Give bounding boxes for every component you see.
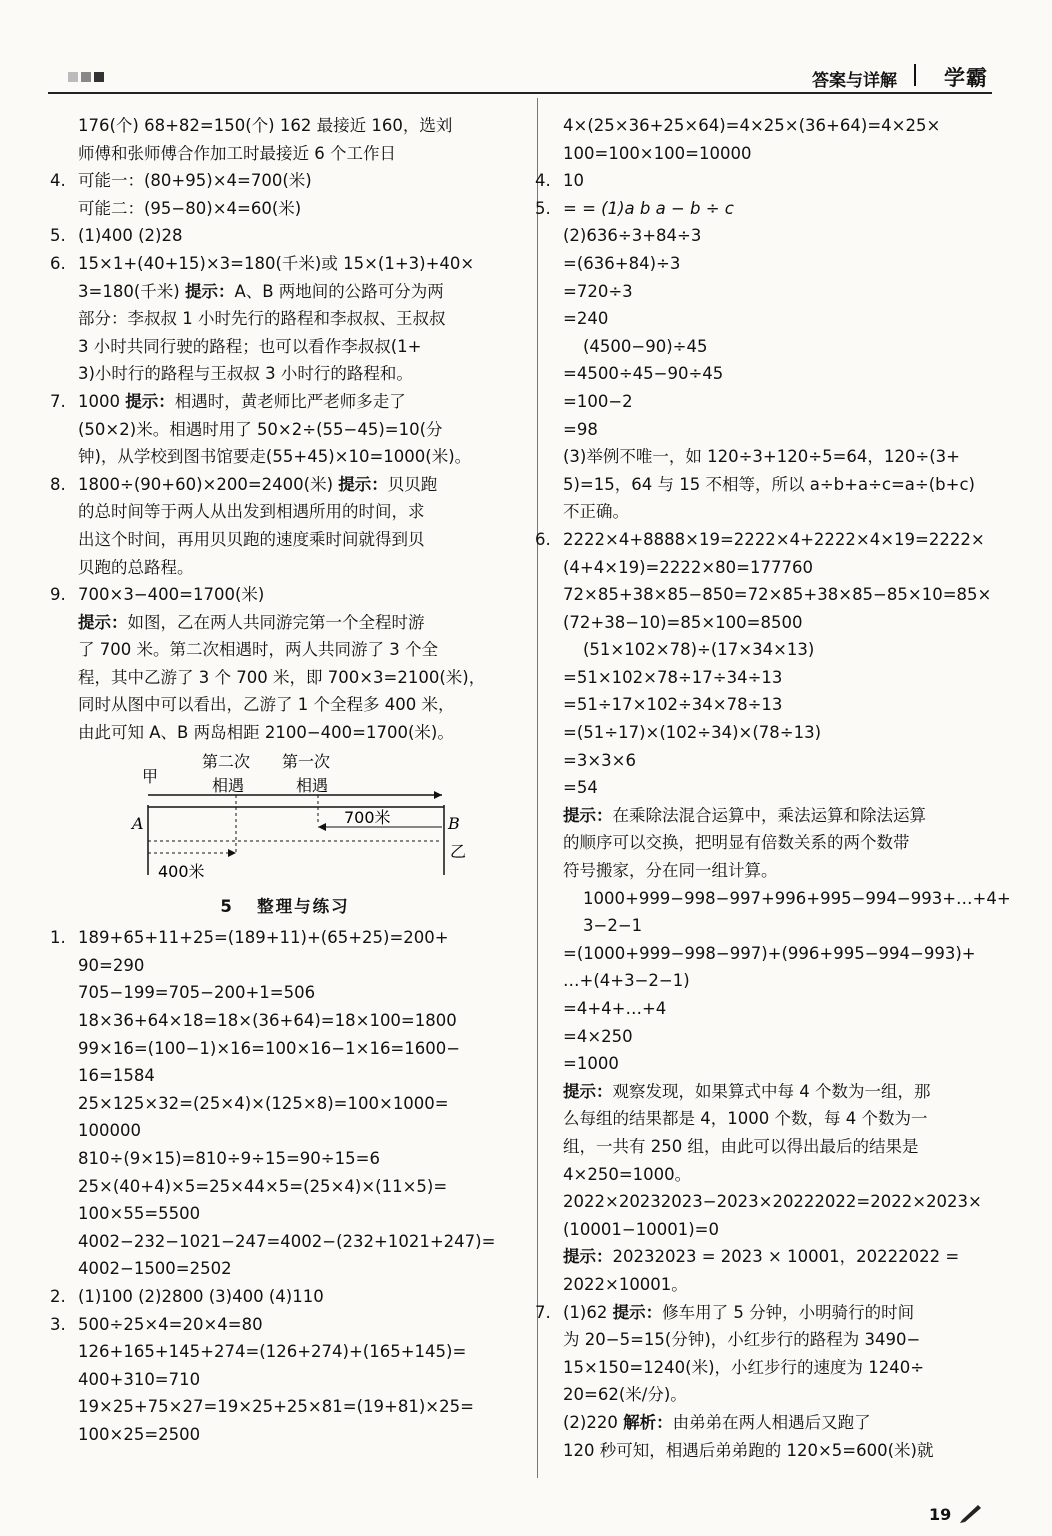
text-line: =(51÷17)×(102÷34)×(78÷13) (563, 723, 822, 743)
item-number: 3. (50, 1314, 66, 1334)
text-line: =1000 (563, 1054, 619, 1074)
text-line: 3−2−1 (583, 916, 643, 936)
text: 15×1+(40+15)×3=180(千米)或 15×(1+3)+40× (78, 253, 475, 273)
text-line: 符号搬家，分在同一组计算。 (563, 861, 778, 881)
square-mid (81, 72, 91, 82)
label-b: B (448, 813, 460, 833)
text-line: =4×250 (563, 1026, 633, 1046)
item-number: 9. (50, 585, 66, 605)
text-line (563, 802, 995, 830)
right-column (535, 112, 1011, 1464)
text-line: 不正确。 (563, 502, 629, 522)
text-line: =(1000+999−998−997)+(996+995−994−993)+ (563, 943, 976, 963)
text-line: 16=1584 (78, 1066, 155, 1086)
meeting-diagram (50, 747, 520, 887)
text-line: 贝跑的总路程。 (78, 557, 194, 577)
text: (1)100 (2)2800 (3)400 (4)110 (78, 1286, 324, 1306)
text-line (50, 278, 520, 306)
header-squares (68, 72, 104, 82)
tip-label: 提示： (184, 281, 235, 301)
section-heading (50, 893, 520, 921)
left-column (50, 112, 520, 1449)
label-first: 第一次 (282, 751, 331, 771)
text-line: 的总时间等于两人从出发到相遇所用的时间，求 (78, 502, 425, 522)
text-line: =720÷3 (563, 281, 633, 301)
text-line: 25×(40+4)×5=25×44×5=(25×4)×(11×5)= (78, 1176, 448, 1196)
text: 3=180(千米) (78, 281, 185, 301)
label-400: 400米 (158, 861, 205, 881)
text-line: 可能二：(95−80)×4=60(米) (78, 198, 302, 218)
text-line: 1000+999−998−997+996+995−994−993+…+4+ (583, 888, 1011, 908)
item-number: 6. (535, 529, 551, 549)
header-rule (48, 92, 992, 94)
section-title: 整理与练习 (257, 896, 350, 916)
text-line: 4002−1500=2502 (78, 1259, 232, 1279)
tip-label: 解析： (623, 1412, 673, 1432)
text-line: …+(4+3−2−1) (563, 971, 690, 991)
text-line: 钟)，从学校到图书馆要走(55+45)×10=1000(米)。 (78, 447, 472, 467)
text-line: 72×85+38×85−850=72×85+38×85−85×10=85× (563, 585, 992, 605)
text-line: 么每组的结果都是 4，1000 个数，每 4 个数为一 (563, 1109, 928, 1129)
item-number: 5. (50, 226, 66, 246)
tip-label: 提示： (78, 612, 128, 632)
answer-r4 (535, 167, 995, 195)
page-number: 19 (929, 1505, 952, 1524)
text-line: (50×2)米。相遇时用了 50×2÷(55−45)=10(分 (78, 419, 443, 439)
label-meet-second: 相遇 (212, 775, 245, 795)
answer-5 (50, 222, 520, 250)
arrow-right-icon (434, 791, 442, 799)
text-line: =3×3×6 (563, 750, 636, 770)
text-line: 400+310=710 (78, 1369, 201, 1389)
item-number: 7. (50, 391, 66, 411)
text: 500÷25×4=20×4=80 (78, 1314, 263, 1334)
text-line: 120 秒可知，相遇后弟弟跑的 120×5=600(米)就 (563, 1440, 934, 1460)
text-line: =4+4+…+4 (563, 999, 667, 1018)
text: 1800÷(90+60)×200=2400(米) (78, 474, 339, 494)
label-a: A (132, 813, 144, 833)
text-line: 100=100×100=10000 (563, 143, 752, 163)
text: 在乘除法混合运算中，乘法运算和除法运算 (612, 805, 926, 825)
text: 189+65+11+25=(189+11)+(65+25)=200+ (78, 928, 449, 948)
tip-label: 提示： (563, 805, 613, 825)
text-line: 19×25+75×27=19×25+25×81=(19+81)×25= (78, 1397, 474, 1417)
square-light (68, 72, 78, 82)
text: (1)62 (563, 1302, 613, 1322)
label-jia: 甲 (142, 766, 159, 786)
text-line: 90=290 (78, 955, 145, 975)
column-divider (537, 98, 538, 1478)
text-line: (4+4×19)=2222×80=177760 (563, 557, 813, 577)
text: (1)400 (2)28 (78, 226, 183, 246)
answer-6 (50, 250, 520, 278)
text-line (563, 1409, 995, 1437)
text: 相遇时，黄老师比严老师多走了 (174, 391, 406, 411)
text-line: (3)举例不唯一，如 120÷3+120÷5=64，120÷(3+ (563, 447, 960, 467)
answer-8 (50, 471, 520, 499)
text-line: 3 小时共同行驶的路程；也可以看作李叔叔(1+ (78, 336, 422, 356)
text-line: =51÷17×102÷34×78÷13 (563, 695, 783, 715)
text-line (563, 1243, 995, 1271)
text-line: 20=62(米/分)。 (563, 1385, 687, 1405)
item-number: 4. (50, 171, 66, 191)
text: 1000 (78, 391, 126, 411)
text-line: 18×36+64×18=18×(36+64)=18×100=1800 (78, 1011, 457, 1031)
text-line: 由此可知 A、B 两岛相距 2100−400=1700(米)。 (78, 723, 454, 743)
text-line: (4500−90)÷45 (583, 336, 708, 356)
text-line: 出这个时间，再用贝贝跑的速度乘时间就得到贝 (78, 529, 425, 549)
text-line: 4×(25×36+25×64)=4×25×(36+64)=4×25× (563, 116, 941, 135)
text-line: 师傅和张师傅合作加工时最接近 6 个工作日 (78, 143, 396, 163)
text-line: 4×250=1000。 (563, 1164, 692, 1184)
text: 10 (563, 171, 584, 191)
pen-icon (958, 1502, 984, 1524)
text: 可能一：(80+95)×4=700(米) (78, 171, 312, 191)
text: 2222×4+8888×19=2222×4+2222×4×19=2222× (563, 529, 985, 549)
text-line: 程，其中乙游了 3 个 700 米，即 700×3=2100(米)， (78, 667, 486, 687)
text-line: (51×102×78)÷(17×34×13) (583, 640, 815, 660)
item-number: 7. (535, 1302, 551, 1322)
text: A、B 两地间的公路可分为两 (234, 281, 444, 301)
text-line: 为 20−5=15(分钟)，小红步行的路程为 3490− (563, 1330, 921, 1350)
text-line: 100×55=5500 (78, 1204, 201, 1224)
answer-7 (50, 388, 520, 416)
text-line: 100×25=2500 (78, 1424, 201, 1444)
text-line: 2022×20232023−2023×20222022=2022×2023× (563, 1192, 982, 1212)
text-line: 810÷(9×15)=810÷9÷15=90÷15=6 (78, 1149, 380, 1168)
text-line: 15×150=1240(米)，小红步行的速度为 1240÷ (563, 1357, 925, 1377)
text-line: 100000 (78, 1121, 141, 1141)
text-line: 176(个) 68+82=150(个) 162 最接近 160，选刘 (78, 116, 453, 135)
label-yi: 乙 (450, 841, 467, 861)
text-line: =100−2 (563, 391, 633, 411)
brand-logo: 学霸 (944, 66, 988, 90)
text-line: (2)636÷3+84÷3 (563, 226, 702, 246)
text: 20232023 = 2023 × 10001，20222022 = (612, 1247, 960, 1267)
text: (2)220 (563, 1412, 624, 1432)
item-number: 8. (50, 474, 66, 494)
text-line: 的顺序可以交换，把明显有倍数关系的两个数带 (563, 833, 910, 853)
text: 修车用了 5 分钟，小明骑行的时间 (662, 1302, 915, 1322)
tip-label: 提示： (563, 1247, 613, 1267)
text: 贝贝跑 (387, 474, 438, 494)
arrow-left-icon (318, 823, 326, 831)
square-dark (94, 72, 104, 82)
item-number: 6. (50, 253, 66, 273)
page-header (48, 62, 992, 94)
exercise-2 (50, 1283, 520, 1311)
text-line: 3)小时行的路程与王叔叔 3 小时行的路程和。 (78, 364, 413, 384)
tip-label: 提示： (563, 1081, 613, 1101)
label-second: 第二次 (202, 751, 251, 771)
text-line: =51×102×78÷17÷34÷13 (563, 667, 783, 687)
text: 由弟弟在两人相遇后又跑了 (672, 1412, 871, 1432)
text-line: 同时从图中可以看出，乙游了 1 个全程多 400 米， (78, 695, 455, 715)
text: 700×3−400=1700(米) (78, 585, 265, 605)
text: = = (1)a b a − b ÷ c (563, 198, 734, 218)
answer-4 (50, 167, 520, 195)
section-number: 5 (220, 896, 234, 916)
text-line: 4002−232−1021−247=4002−(232+1021+247)= (78, 1231, 496, 1251)
text-line: 705−199=705−200+1=506 (78, 983, 316, 1003)
text-line: 25×125×32=(25×4)×(125×8)=100×1000= (78, 1093, 449, 1113)
text-line: 组，一共有 250 组，由此可以得出最后的结果是 (563, 1136, 919, 1156)
text-line: 126+165+145+274=(126+274)+(165+145)= (78, 1342, 467, 1362)
text: 观察发现，如果算式中每 4 个数为一组，那 (612, 1081, 931, 1101)
answer-r7 (535, 1299, 995, 1327)
answer-r6 (535, 526, 995, 554)
text-line: 了 700 米。第二次相遇时，两人共同游了 3 个全 (78, 640, 438, 660)
tip-label: 提示： (338, 474, 388, 494)
header-title: 答案与详解 (812, 71, 897, 91)
label-meet-first: 相遇 (296, 775, 329, 795)
text-line: (10001−10001)=0 (563, 1219, 720, 1239)
arrow-right-small-icon (228, 849, 236, 857)
text-line: 部分：李叔叔 1 小时先行的路程和李叔叔、王叔叔 (78, 309, 446, 329)
text-line: =(636+84)÷3 (563, 253, 681, 273)
text-line: =4500÷45−90÷45 (563, 364, 724, 384)
answer-r5 (535, 195, 995, 223)
exercise-3 (50, 1311, 520, 1339)
tip-label: 提示： (125, 391, 175, 411)
item-number: 1. (50, 928, 66, 948)
text-line: 5)=15，64 与 15 不相等，所以 a÷b+a÷c=a÷(b+c) (563, 474, 975, 494)
answer-9 (50, 581, 520, 609)
text-line: 99×16=(100−1)×16=100×16−1×16=1600− (78, 1038, 461, 1058)
item-number: 4. (535, 171, 551, 191)
text-line: =98 (563, 419, 598, 439)
text-line: (72+38−10)=85×100=8500 (563, 612, 803, 632)
diagram-svg (128, 747, 468, 885)
label-700: 700米 (344, 807, 391, 827)
tip-label: 提示： (612, 1302, 663, 1322)
header-separator (914, 64, 916, 86)
text-line (563, 1078, 995, 1106)
text: 如图，乙在两人共同游完第一个全程时游 (127, 612, 425, 632)
text-line: 2022×10001。 (563, 1274, 688, 1294)
item-number: 5. (535, 198, 551, 218)
text-line: =54 (563, 778, 598, 798)
exercise-1 (50, 924, 520, 952)
item-number: 2. (50, 1286, 66, 1306)
text-line (50, 609, 520, 637)
text-line: =240 (563, 309, 609, 329)
